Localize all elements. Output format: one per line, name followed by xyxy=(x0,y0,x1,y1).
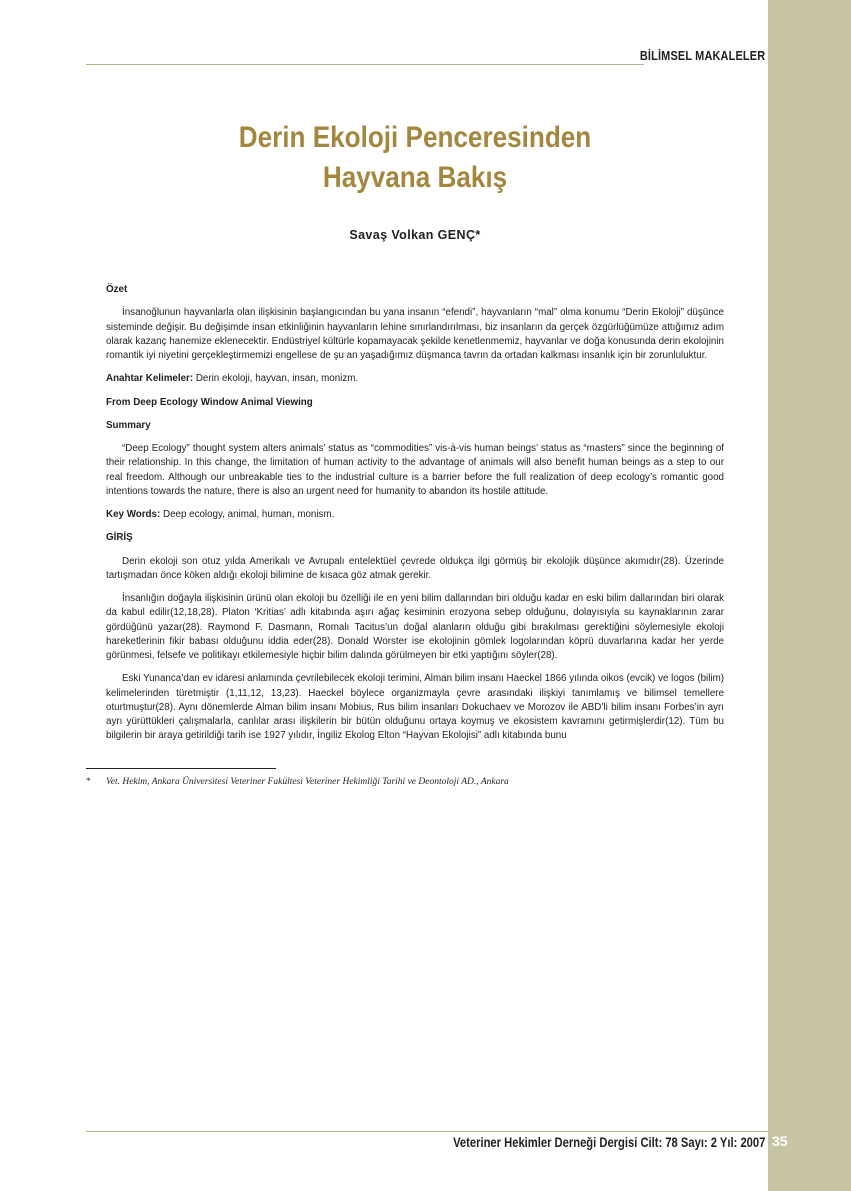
header-rule xyxy=(86,64,644,65)
article-body xyxy=(106,283,724,753)
giris-heading: GİRİŞ xyxy=(106,532,133,544)
ozet-paragraph: İnsanoğlunun hayvanlarla olan ilişkisinin başlangıcından bu yana insanın “efendi”, hayvanların “mal” olma konumu “Derin Ekoloji” düşünce sisteminde değişir. Bu değişimde insan etkinliğinin hayvanların lehine sınırlandırılması, biz insanların da gerçek özgürlüğümüze attığımız adım olarak kazanç hanemize eklenecektir. Endüstriyel kültürle kopamayacak şekilde kenetlenmemiz, hayvanlar ve doğa konusunda derin ekolojinin romantik iyi niyetini gerçekleştirmemizi engellese de şu an yaşadığımız düşmanca tavrın da ortadan kalkması insanlık için bir zorunluluktur. xyxy=(106,307,724,361)
footnote-marker: * xyxy=(86,777,91,787)
giris-paragraph-1: Derin ekoloji son otuz yılda Amerikalı ve Avrupalı entelektüel çevrede oldukça ilgi görmüş bir ekolojik düşünce akımıdır(28). Üzerinde tartışmadan önce köken aldığı ekoloji bilimine de kısaca göz atmak gerekir. xyxy=(106,555,724,581)
anahtar-kelimeler xyxy=(106,372,724,386)
footer-rule xyxy=(86,1131,768,1132)
title-line-2: Hayvana Bakış xyxy=(322,161,508,194)
key-words-text: Deep ecology, animal, human, monism. xyxy=(160,509,335,520)
key-words-label: Key Words: xyxy=(106,509,161,520)
author-name: Savaş Volkan GENÇ* xyxy=(349,228,481,242)
side-color-bar xyxy=(768,0,851,1191)
anahtar-label: Anahtar Kelimeler: xyxy=(106,373,194,385)
key-words xyxy=(106,508,724,522)
page-number: 35 xyxy=(772,1133,788,1149)
english-title: From Deep Ecology Window Animal Viewing xyxy=(106,396,313,408)
footnote-text: Vet. Hekim, Ankara Üniversitesi Veteriner Fakültesi Veteriner Hekimliği Tarihi ve Deontoloji AD., Ankara xyxy=(106,777,509,787)
ozet-heading: Özet xyxy=(106,284,128,295)
giris-paragraph-3: Eski Yunanca’dan ev idaresi anlamında çevrilebilecek ekoloji terimini, Alman bilim insanı Haeckel 1866 yılında oikos (evcik) ve logos (bilim) kelimelerinden türetmiştir (1,11,12, 13,23). Haeckel böylece organizmayla çevre arasındaki ilişkiyi tanımlamış ve bilimsel temellere oturtmuştur(28). Aynı dönemlerde Alman bilim insanı Mobius, Rus bilim insanları Dokuchaev ve Morozov ile ABD’li bilim insanı Forbes’in ayrı ayrı yürüttükleri çalışmalarla, canlılar arası ilişkilerin bir bütün olduğunu ortaya koymuş ve ekosistem kavramını getirmişlerdir(12). Tüm bu bilgilerin bir araya getirildiği tarih ise 1927 yılıdır, İngiliz Ekolog Elton “Hayvan Ekolojisi” adlı kitabında bunu xyxy=(106,673,724,742)
title-line-1: Derin Ekoloji Penceresinden xyxy=(238,121,592,154)
giris-paragraph-2: İnsanlığın doğayla ilişkisinin ürünü olan ekoloji bu özelliği ile en yeni bilim dallarından biri olduğu kadar en eski bilim dallarından biri olarak da kabul edilir(12,18,28). Platon ‘Kritias’ adlı kitabında aşırı ağaç kesiminin erozyona sebep olduğunu, dolayısıyla su kaynaklarının zarar gördüğünü yazar(28). Raymond F. Dasmann, Romalı Tacitus’un doğal alanların olduğu gibi bırakılması gerektiğini söylemesiyle ekoloji hareketlerinin fikir babası olduğunu iddia eder(28). Donald Worster ise ekolojinin gömlek logolarından köprü duvarlarına kadar her yerde görünmesi, felsefe ve politikayı etkilemesiyle hiçbir bilim dalında görülmeyen bir etki yaptığını söyler(28). xyxy=(106,593,724,661)
journal-info: Veteriner Hekimler Derneği Dergisi Cilt: 78 Sayı: 2 Yıl: 2007 xyxy=(452,1134,765,1150)
section-label: BİLİMSEL MAKALELER xyxy=(639,48,765,63)
summary-heading: Summary xyxy=(106,419,151,431)
anahtar-text: Derin ekoloji, hayvan, insan, monizm. xyxy=(193,373,359,385)
article-title xyxy=(146,118,684,198)
footnote xyxy=(86,777,706,787)
footnote-rule xyxy=(86,768,276,769)
summary-paragraph: “Deep Ecology” thought system alters animals’ status as “commodities” vis-à-vis human beings’ status as “masters” since the beginning of their relationship. In this change, the limitation of human activity to the advantage of animals will also benefit human beings as a step to our real freedom. Although our unbreakable ties to the industrial culture is a barrier before the full realization of deep ecology’s romantic good intentions towards the nature, there is also an urgent need for humanity to abandon its hostile attitude. xyxy=(106,443,724,497)
